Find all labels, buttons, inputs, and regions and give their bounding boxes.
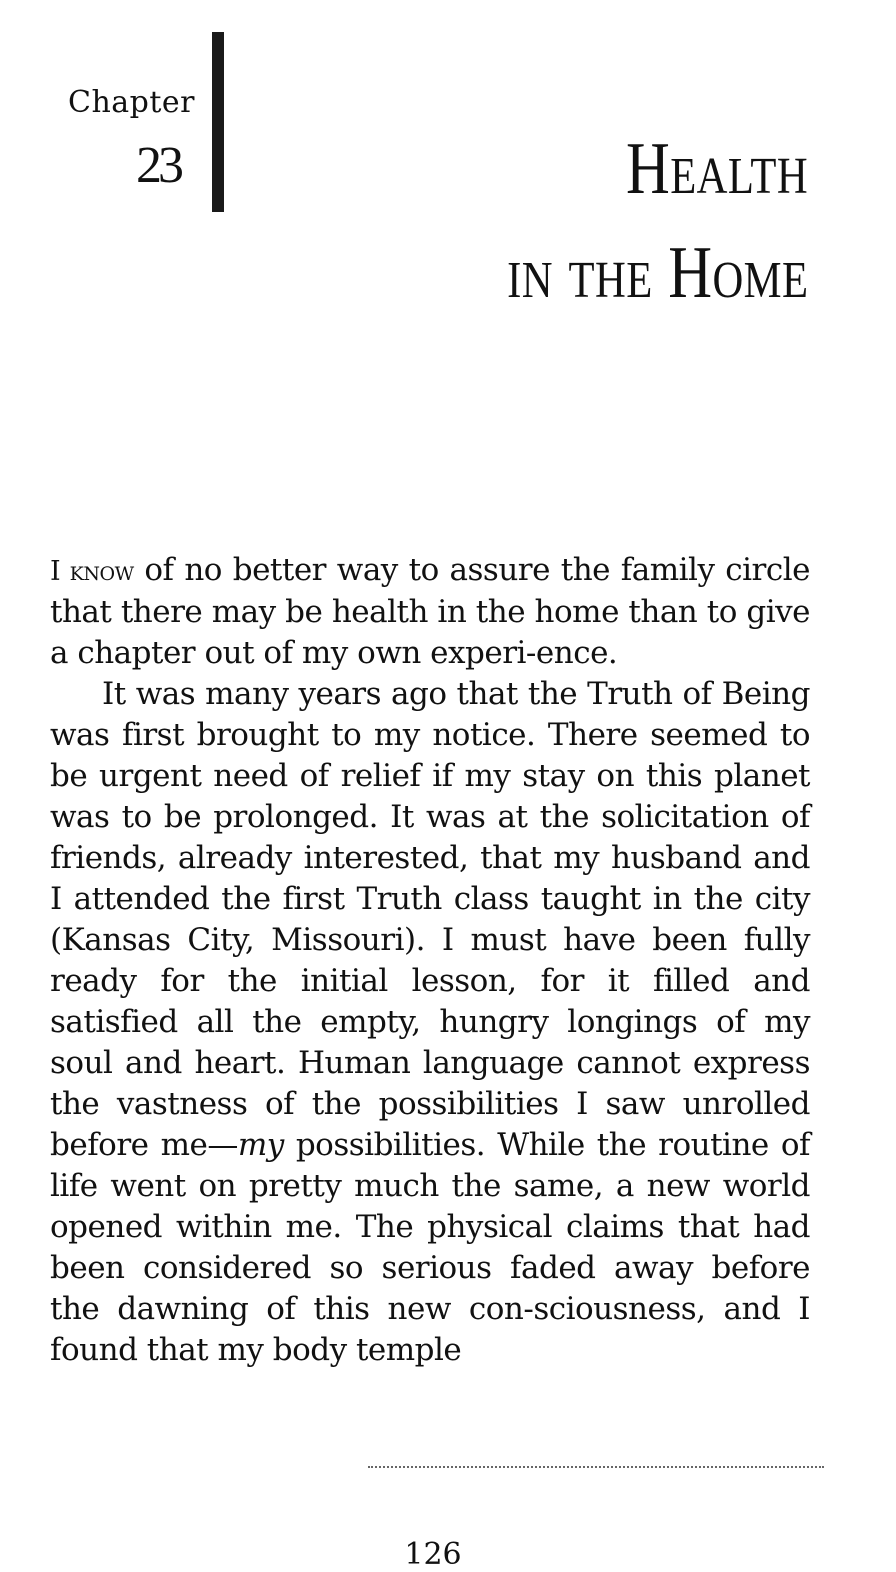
- body-text: [50, 550, 810, 1371]
- chapter-number: 23: [136, 137, 180, 194]
- paragraph-2-text-b: possibilities. While the routine of life went on pretty much the same, a new world opened within me. The physical claims that had been considered so serious faded away before the dawning of this new con-sciousness, and I found that my body temple: [50, 1127, 811, 1368]
- chapter-divider-rule: [212, 32, 224, 212]
- page-number: 126: [404, 1537, 462, 1572]
- paragraph-1-text: of no better way to assure the family circle that there may be health in the home than to give a chapter out of my own experi-ence.: [50, 552, 810, 671]
- paragraph-1: [50, 550, 810, 674]
- paragraph-2: [50, 674, 810, 1371]
- chapter-title-line-2: in the Home: [506, 232, 808, 314]
- paragraph-2-text-a: It was many years ago that the Truth of Being was first brought to my notice. There seemed to be urgent need of relief if my stay on this planet was to be prolonged. It was at the solicitation of friends, already interested, that my husband and I attended the first Truth class taught in the city (Kansas City, Missouri). I must have been fully ready for the initial lesson, for it filled and satisfied all the empty, hungry longings of my soul and heart. Human language cannot express the vastness of the possibilities I saw unrolled before me—: [50, 676, 810, 1163]
- chapter-label: Chapter: [68, 85, 196, 120]
- chapter-title-line-1: Health: [625, 128, 808, 210]
- paragraph-1-lead-small-caps: I know: [50, 556, 134, 587]
- footer-rule: [368, 1466, 824, 1468]
- paragraph-2-emphasis: my: [237, 1127, 284, 1163]
